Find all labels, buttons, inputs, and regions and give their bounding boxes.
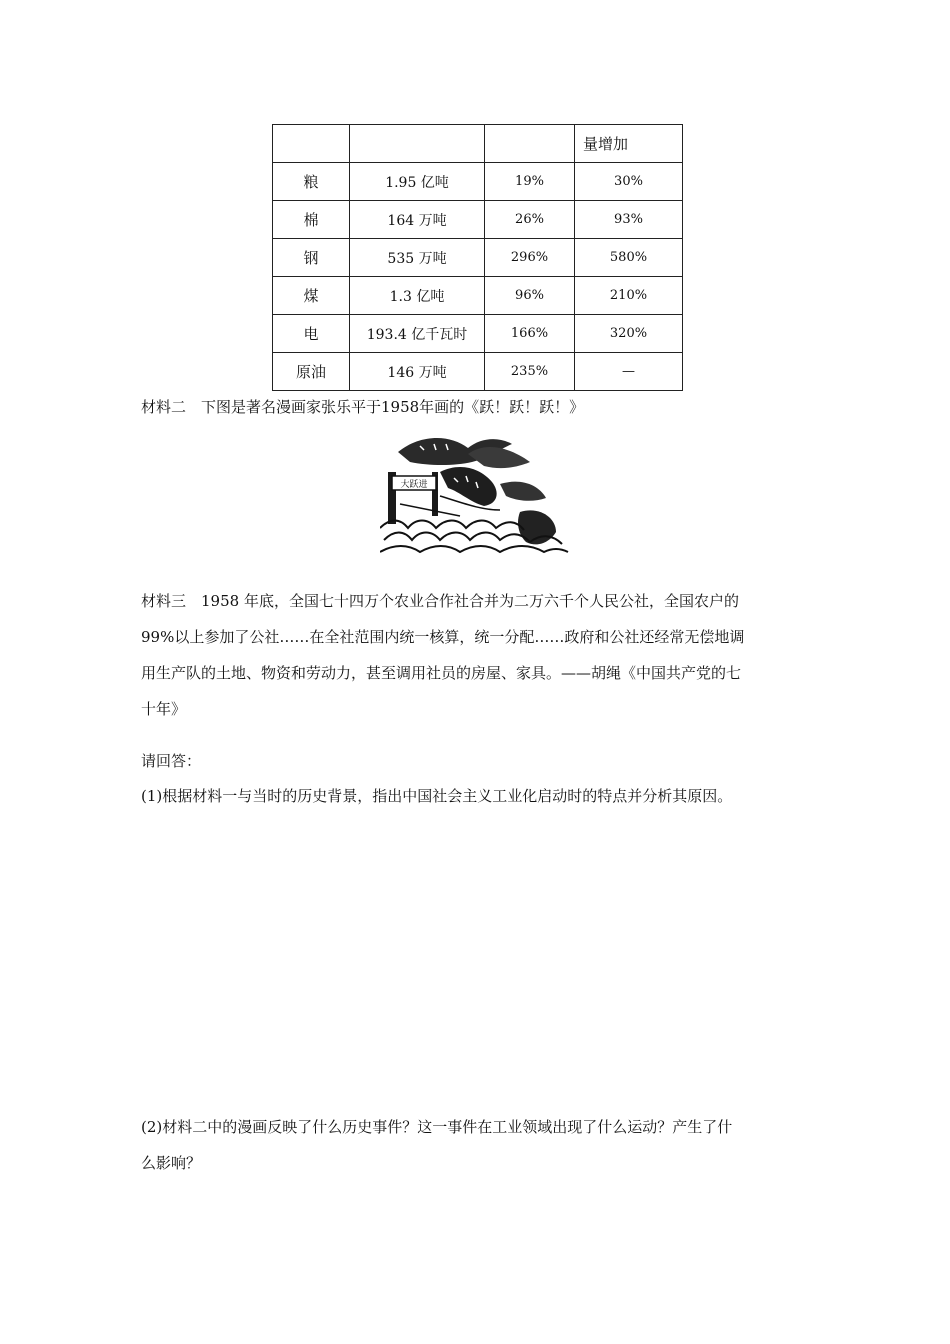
table-cell: 193.4 亿千瓦时 — [350, 315, 485, 353]
table-cell: 296% — [485, 239, 575, 277]
table-row — [273, 239, 683, 277]
material3-line: 十年》 — [141, 700, 187, 718]
table-row — [273, 315, 683, 353]
production-table-container — [272, 124, 683, 391]
table-cell: 煤 — [273, 277, 350, 315]
material3-line: 材料三 1958 年底，全国七十四万个农业合作社合并为二万六千个人民公社，全国农户的 — [141, 592, 739, 610]
table-cell: 535 万吨 — [350, 239, 485, 277]
table-cell: 210% — [575, 277, 683, 315]
cartoon-image — [380, 432, 570, 558]
answer-prompt: 请回答： — [141, 752, 202, 770]
material3-line: 用生产队的土地、物资和劳动力，甚至调用社员的房屋、家具。——胡绳《中国共产党的七 — [141, 664, 742, 682]
material2-caption: 材料二 下图是著名漫画家张乐平于1958年画的《跃！跃！跃！》 — [141, 398, 585, 416]
question-1: (1)根据材料一与当时的历史背景，指出中国社会主义工业化启动时的特点并分析其原因。 — [141, 787, 733, 805]
table-cell: 26% — [485, 201, 575, 239]
header-cell: 量增加 — [575, 125, 683, 163]
table-cell: 320% — [575, 315, 683, 353]
table-cell: 1.3 亿吨 — [350, 277, 485, 315]
header-cell — [485, 125, 575, 163]
cartoon-sign-text: 大跃进 — [400, 480, 428, 490]
header-cell — [350, 125, 485, 163]
table-cell: 93% — [575, 201, 683, 239]
table-cell: 166% — [485, 315, 575, 353]
table-row — [273, 277, 683, 315]
table-row — [273, 353, 683, 391]
table-header-row — [273, 125, 683, 163]
production-table — [272, 124, 683, 391]
table-cell: 164 万吨 — [350, 201, 485, 239]
table-cell: 30% — [575, 163, 683, 201]
table-cell: 580% — [575, 239, 683, 277]
table-cell: — — [575, 353, 683, 391]
table-cell: 19% — [485, 163, 575, 201]
table-cell: 原油 — [273, 353, 350, 391]
question-2 — [141, 1120, 821, 1180]
table-cell: 146 万吨 — [350, 353, 485, 391]
question-2-line: 么影响？ — [141, 1154, 202, 1172]
table-row — [273, 163, 683, 201]
question-2-line: (2)材料二中的漫画反映了什么历史事件？这一事件在工业领域出现了什么运动？产生了什 — [141, 1118, 733, 1136]
table-cell: 钢 — [273, 239, 350, 277]
table-cell: 粮 — [273, 163, 350, 201]
header-cell — [273, 125, 350, 163]
table-cell: 电 — [273, 315, 350, 353]
material3-line: 99%以上参加了公社……在全社范围内统一核算，统一分配……政府和公社还经常无偿地调 — [141, 628, 745, 646]
material3-paragraph — [141, 594, 821, 734]
table-cell: 棉 — [273, 201, 350, 239]
table-cell: 96% — [485, 277, 575, 315]
table-cell: 235% — [485, 353, 575, 391]
table-cell: 1.95 亿吨 — [350, 163, 485, 201]
table-row — [273, 201, 683, 239]
